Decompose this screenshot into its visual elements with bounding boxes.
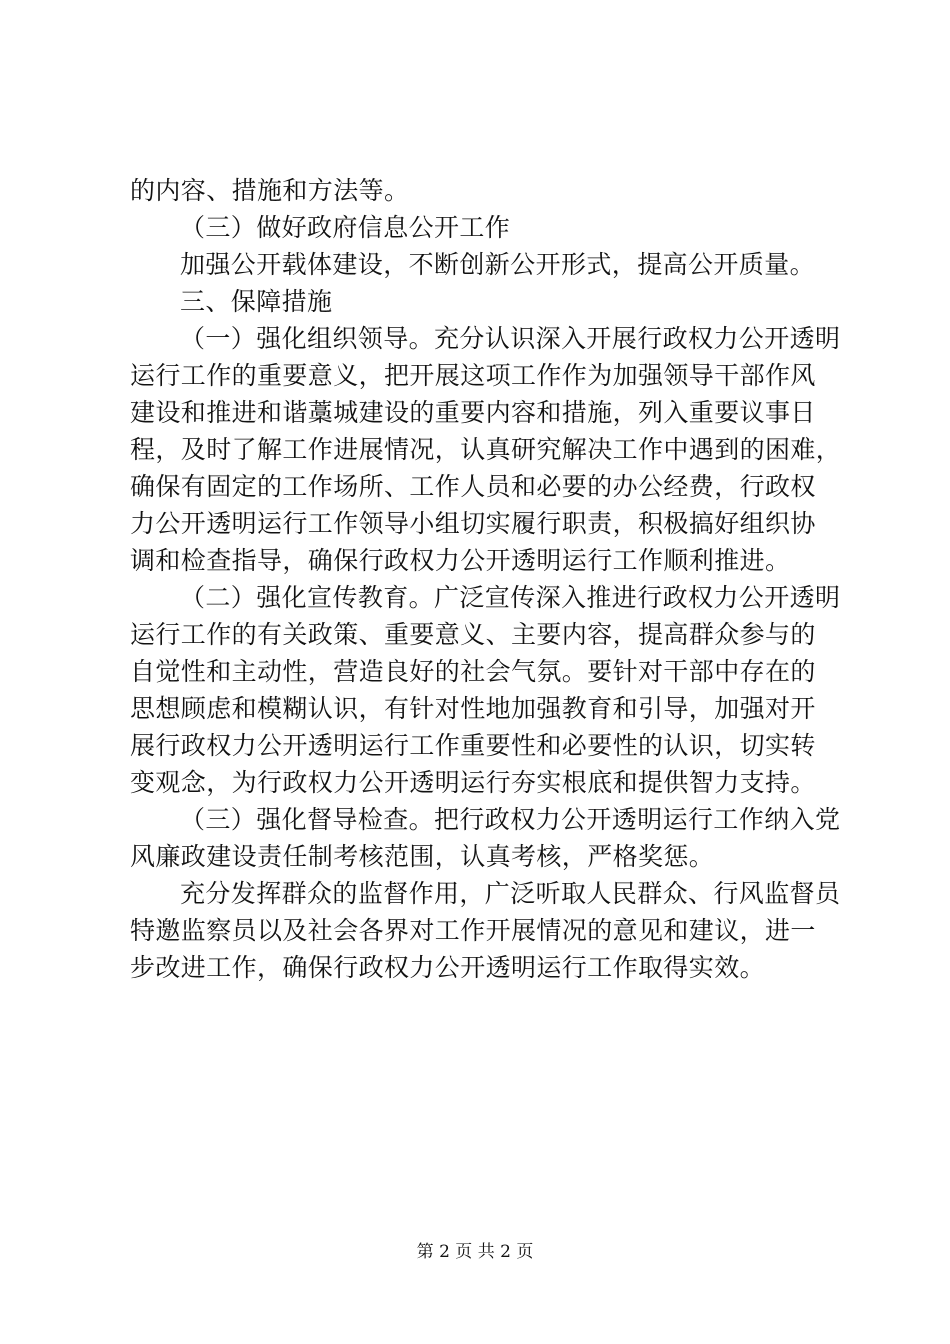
page-footer: 第 2 页 共 2 页	[416, 1242, 534, 1262]
document-body	[130, 172, 840, 986]
paragraph-start: （三）强化督导检查。把行政权力公开透明运行工作纳入党	[180, 805, 841, 834]
text-line: 步改进工作，确保行政权力公开透明运行工作取得实效。	[130, 953, 766, 982]
text-line: 展行政权力公开透明运行工作重要性和必要性的认识，切实转	[130, 731, 816, 760]
text-line: 程，及时了解工作进展情况，认真研究解决工作中遇到的困难，	[130, 435, 842, 464]
paragraph-start: 充分发挥群众的监督作用，广泛听取人民群众、行风监督员	[180, 879, 841, 908]
text-line: 确保有固定的工作场所、工作人员和必要的办公经费，行政权	[130, 472, 816, 501]
text-line: 建设和推进和谐藁城建设的重要内容和措施，列入重要议事日	[130, 398, 816, 427]
text-line: 自觉性和主动性，营造良好的社会气氛。要针对干部中存在的	[130, 657, 816, 686]
paragraph-start: （一）强化组织领导。充分认识深入开展行政权力公开透明	[180, 324, 841, 353]
text-line: 特邀监察员以及社会各界对工作开展情况的意见和建议，进一	[130, 916, 816, 945]
text-line: 力公开透明运行工作领导小组切实履行职责，积极搞好组织协	[130, 509, 816, 538]
text-line: 变观念，为行政权力公开透明运行夯实根底和提供智力支持。	[130, 768, 816, 797]
text-line: 加强公开载体建设，不断创新公开形式，提高公开质量。	[180, 250, 816, 279]
text-line: 风廉政建设责任制考核范围，认真考核，严格奖惩。	[130, 842, 715, 871]
paragraph-start: （二）强化宣传教育。广泛宣传深入推进行政权力公开透明	[180, 583, 841, 612]
text-line: 的内容、措施和方法等。	[130, 176, 410, 205]
text-line: 运行工作的有关政策、重要意义、主要内容，提高群众参与的	[130, 620, 816, 649]
section-heading: 三、保障措施	[180, 287, 333, 316]
text-line: 思想顾虑和模糊认识，有针对性地加强教育和引导，加强对开	[130, 694, 816, 723]
text-line: 调和检查指导，确保行政权力公开透明运行工作顺利推进。	[130, 546, 791, 575]
text-line: 运行工作的重要意义，把开展这项工作作为加强领导干部作风	[130, 361, 816, 390]
section-heading: （三）做好政府信息公开工作	[180, 213, 511, 242]
